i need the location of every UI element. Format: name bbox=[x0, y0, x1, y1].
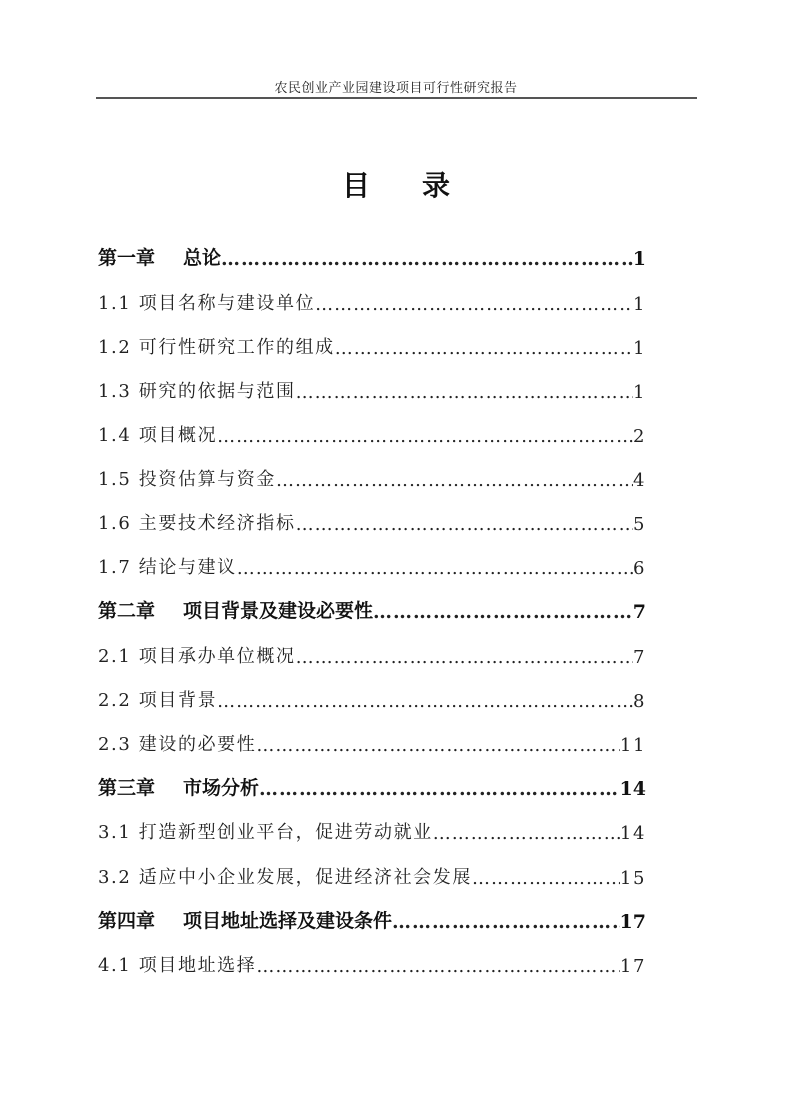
section-title: 可行性研究工作的组成 bbox=[138, 337, 335, 358]
toc-entry-chapter-2[interactable] bbox=[98, 593, 646, 623]
leader-dots bbox=[237, 558, 633, 579]
page-number: 8 bbox=[632, 691, 646, 712]
leader-dots bbox=[256, 956, 620, 977]
section-number: 2.1 bbox=[98, 646, 132, 667]
leader-dots bbox=[433, 823, 620, 844]
page-number: 1 bbox=[632, 248, 646, 270]
section-number: 1.7 bbox=[98, 557, 132, 578]
toc-entry-section[interactable] bbox=[98, 682, 646, 712]
section-title: 结论与建议 bbox=[138, 557, 237, 578]
page-number: 14 bbox=[619, 778, 646, 800]
toc-entry-section[interactable] bbox=[98, 638, 646, 668]
section-number: 4.1 bbox=[98, 955, 132, 976]
page-number: 5 bbox=[632, 514, 646, 535]
page-number: 1 bbox=[632, 338, 646, 359]
toc-entry-section[interactable] bbox=[98, 461, 646, 491]
leader-dots bbox=[259, 778, 620, 800]
leader-dots bbox=[335, 338, 633, 359]
toc-entry-chapter-4[interactable] bbox=[98, 903, 646, 933]
header-rule bbox=[96, 97, 697, 99]
section-title: 适应中小企业发展，促进经济社会发展 bbox=[138, 867, 472, 888]
leader-dots bbox=[296, 647, 633, 668]
section-title: 项目地址选择 bbox=[138, 955, 257, 976]
page-number: 4 bbox=[632, 470, 646, 491]
leader-dots bbox=[256, 735, 620, 756]
leader-dots bbox=[296, 514, 633, 535]
page-number: 2 bbox=[632, 426, 646, 447]
section-title: 投资估算与资金 bbox=[138, 469, 276, 490]
chapter-number: 第四章 bbox=[98, 910, 156, 932]
section-title: 主要技术经济指标 bbox=[138, 513, 296, 534]
chapter-title: 市场分析 bbox=[183, 777, 260, 799]
page-number: 14 bbox=[619, 823, 646, 844]
section-number: 3.1 bbox=[98, 822, 132, 843]
page-number: 17 bbox=[619, 911, 646, 933]
page-number: 6 bbox=[632, 558, 646, 579]
page-number: 11 bbox=[619, 735, 646, 756]
section-title: 项目名称与建设单位 bbox=[138, 293, 316, 314]
section-number: 1.6 bbox=[98, 513, 132, 534]
section-number: 2.2 bbox=[98, 690, 132, 711]
toc-entry-section[interactable] bbox=[98, 814, 646, 844]
leader-dots bbox=[221, 248, 633, 270]
leader-dots bbox=[392, 911, 620, 933]
toc-title bbox=[0, 164, 792, 204]
chapter-title: 项目地址选择及建设条件 bbox=[183, 910, 393, 932]
toc-title-char: 录 bbox=[422, 169, 451, 202]
toc-title-char: 目 bbox=[341, 169, 370, 202]
chapter-title: 项目背景及建设必要性 bbox=[183, 600, 374, 622]
leader-dots bbox=[276, 470, 633, 491]
section-number: 1.2 bbox=[98, 337, 132, 358]
toc-entry-section[interactable] bbox=[98, 505, 646, 535]
toc-entry-section[interactable] bbox=[98, 373, 646, 403]
leader-dots bbox=[315, 294, 633, 315]
leader-dots bbox=[472, 868, 620, 889]
section-title: 项目背景 bbox=[138, 690, 218, 711]
section-title: 项目承办单位概况 bbox=[138, 646, 296, 667]
toc-entry-section[interactable] bbox=[98, 859, 646, 889]
running-header-title: 农民创业产业园建设项目可行性研究报告 bbox=[274, 81, 518, 96]
page-number: 15 bbox=[619, 868, 646, 889]
chapter-number: 第一章 bbox=[98, 247, 156, 269]
toc-entry-section[interactable] bbox=[98, 549, 646, 579]
toc-entry-section[interactable] bbox=[98, 726, 646, 756]
section-title: 建设的必要性 bbox=[138, 734, 257, 755]
toc-entry-section[interactable] bbox=[98, 285, 646, 315]
toc-entry-section[interactable] bbox=[98, 947, 646, 977]
chapter-number: 第三章 bbox=[98, 777, 156, 799]
leader-dots bbox=[217, 426, 633, 447]
section-number: 2.3 bbox=[98, 734, 132, 755]
toc-entry-section[interactable] bbox=[98, 417, 646, 447]
page-number: 17 bbox=[619, 956, 646, 977]
toc-entry-section[interactable] bbox=[98, 329, 646, 359]
page-number: 7 bbox=[632, 647, 646, 668]
page-number: 7 bbox=[632, 601, 646, 623]
toc-entry-chapter-3[interactable] bbox=[98, 770, 646, 800]
section-number: 1.5 bbox=[98, 469, 132, 490]
section-title: 研究的依据与范围 bbox=[138, 381, 296, 402]
section-number: 1.1 bbox=[98, 293, 132, 314]
section-number: 3.2 bbox=[98, 867, 132, 888]
section-number: 1.4 bbox=[98, 425, 132, 446]
chapter-title: 总论 bbox=[183, 247, 222, 269]
section-title: 打造新型创业平台，促进劳动就业 bbox=[138, 822, 433, 843]
leader-dots bbox=[217, 691, 633, 712]
leader-dots bbox=[373, 601, 633, 623]
page-number: 1 bbox=[632, 382, 646, 403]
toc-entry-chapter-1[interactable] bbox=[98, 240, 646, 270]
page-number: 1 bbox=[632, 294, 646, 315]
section-title: 项目概况 bbox=[138, 425, 218, 446]
chapter-number: 第二章 bbox=[98, 600, 156, 622]
section-number: 1.3 bbox=[98, 381, 132, 402]
leader-dots bbox=[296, 382, 633, 403]
